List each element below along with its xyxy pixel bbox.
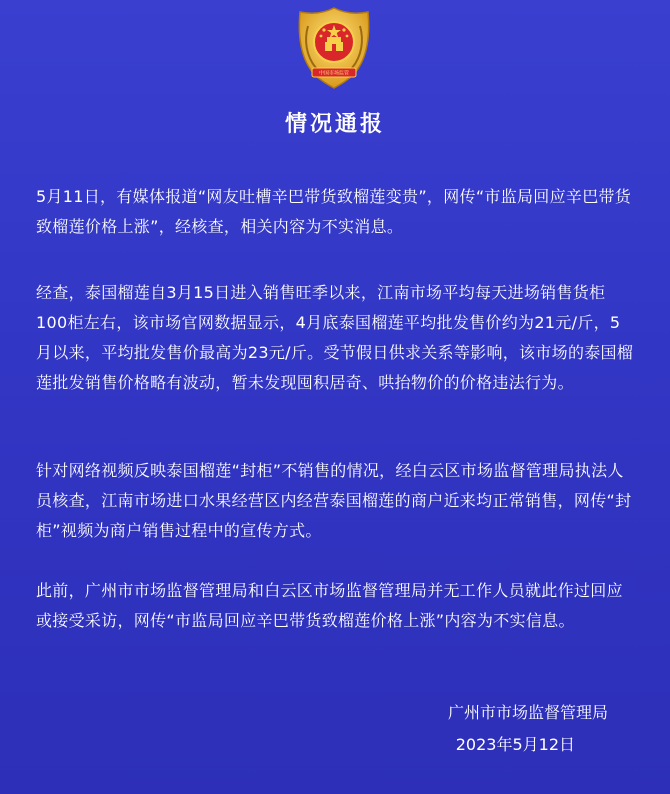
- signature-date: 2023年5月12日: [455, 735, 575, 754]
- page-title: 情况通报: [284, 112, 385, 137]
- emblem-icon: [294, 6, 374, 90]
- paragraph-3: 针对网络视频反映泰国榴莲“封柜”不销售的情况，经白云区市场监督管理局执法人员核查，江南市场进口水果经营区内经营泰国榴莲的商户近来均正常销售，网传“封柜”视频为商户销售过程中的宣传方式。: [36, 461, 632, 540]
- market-supervision-emblem: [294, 6, 374, 90]
- signature-organization: 广州市市场监督管理局: [447, 703, 608, 722]
- paragraph-1: 5月11日，有媒体报道“网友吐槽辛巴带货致榴莲变贵”，网传“市监局回应辛巴带货致榴莲价格上涨”，经核查，相关内容为不实消息。: [36, 187, 632, 236]
- paragraph-4: 此前，广州市市场监督管理局和白云区市场监督管理局并无工作人员就此作过回应或接受采访，网传“市监局回应辛巴带货致榴莲价格上涨”内容为不实信息。: [36, 581, 623, 630]
- emblem-ribbon-text: 中国市场监管: [318, 70, 350, 77]
- paragraph-2: 经查，泰国榴莲自3月15日进入销售旺季以来，江南市场平均每天进场销售货柜100柜左右，该市场官网数据显示，4月底泰国榴莲平均批发售价约为21元/斤，5月以来，平均批发售价最高为23元/斤。受节假日供求关系等影响，该市场的泰国榴莲批发销售价格略有波动，暂未发现囤积居奇、哄抬物价的价格违法行为。: [36, 283, 634, 392]
